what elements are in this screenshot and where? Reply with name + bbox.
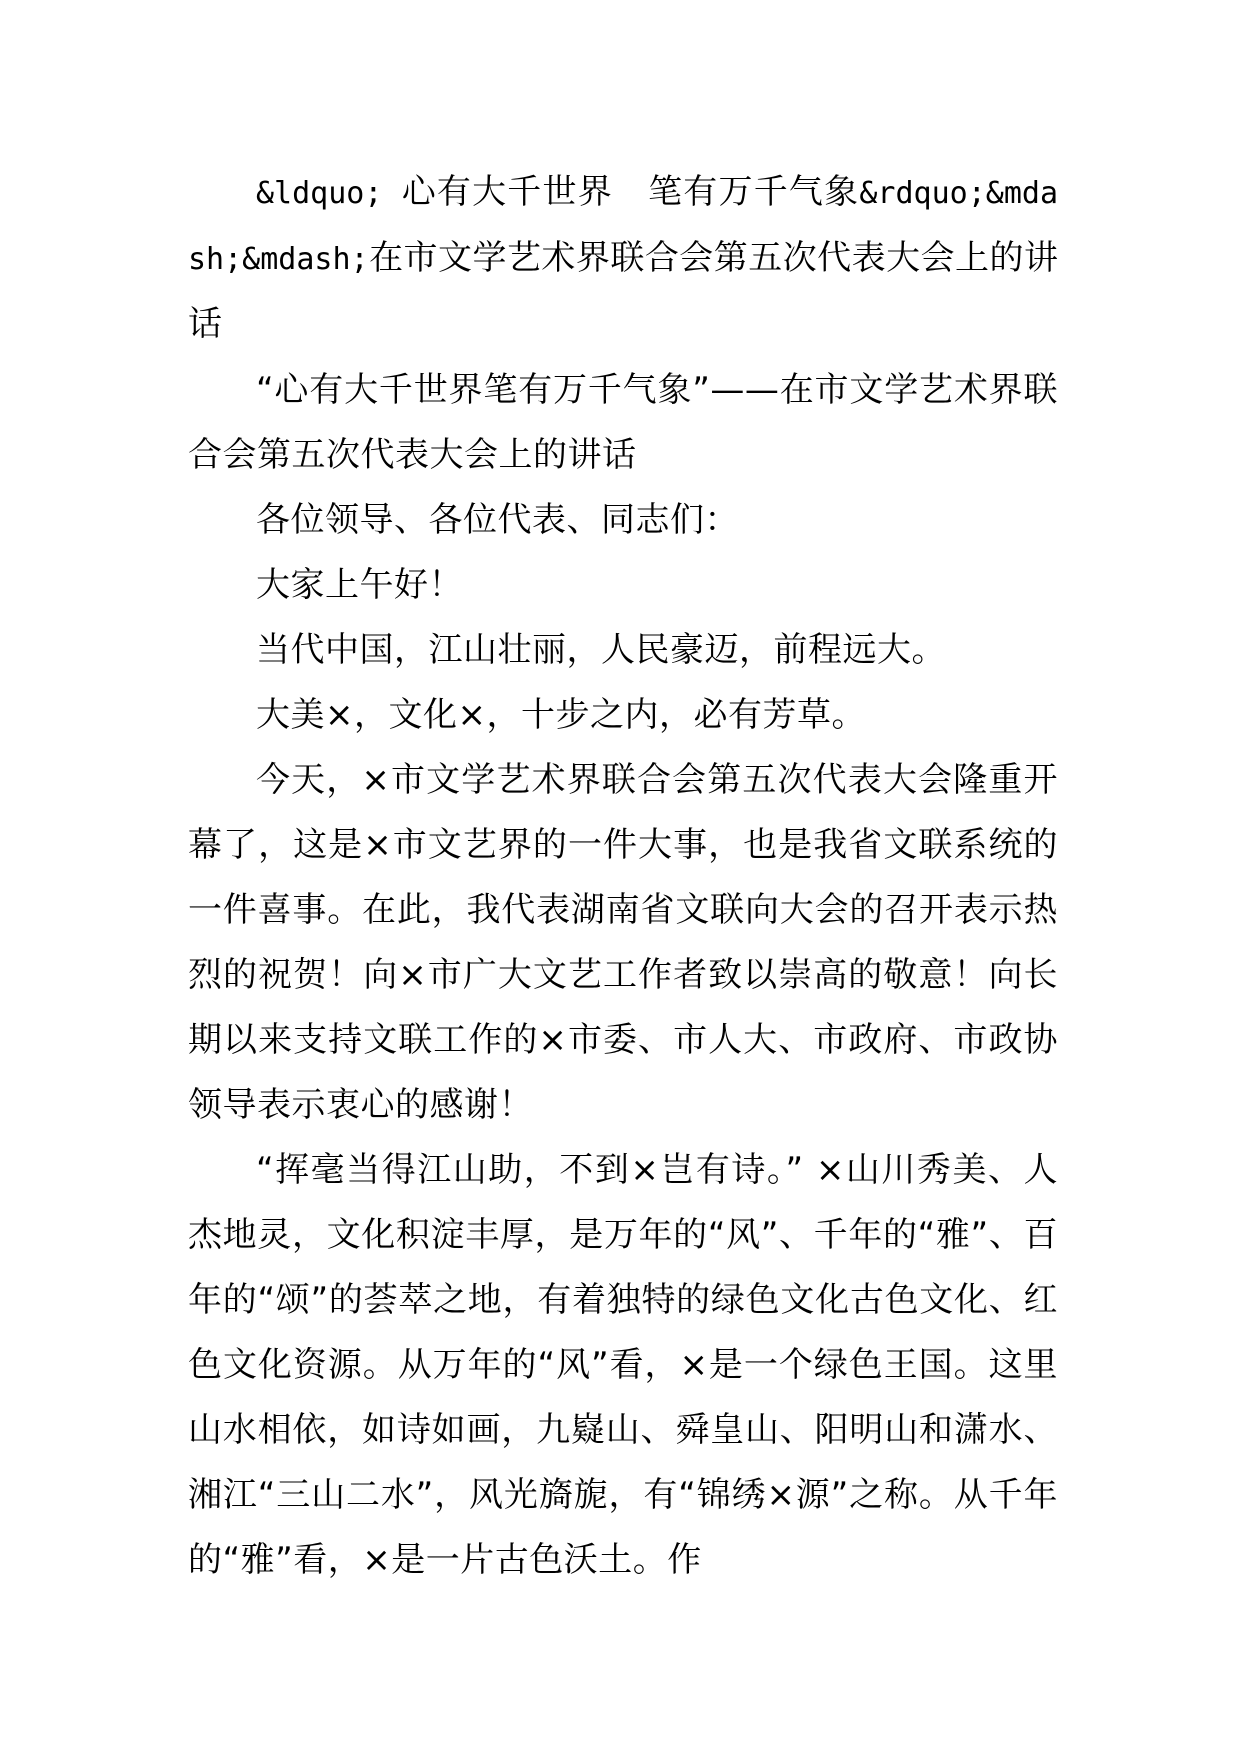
greeting: 大家上午好！ [256, 565, 463, 605]
raw-title-phrase: 心有大千世界 笔有万千气象 [401, 172, 860, 212]
raw-title-paragraph [188, 160, 1058, 358]
raw-title-rest: 在市文学艺术界联合会第五次代表大会上的讲话 [188, 238, 1058, 344]
body-paragraph-4: “挥毫当得江山助，不到×岂有诗。” ×山川秀美、人杰地灵，文化积淀丰厚，是万年的“风”、千年的“雅”、百年的“颂”的荟萃之地，有着独特的绿色文化古色文化、红色文化资源。从万年的“风”看，×是一个绿色王国。这里山水相依，如诗如画，九嶷山、舜皇山、阳明山和潇水、湘江“三山二水”，风光旖旎，有“锦绣×源”之称。从千年的“雅”看，×是一片古色沃土。作 [188, 1150, 1058, 1580]
body-paragraph-2: 大美×，文化×，十步之内，必有芳草。 [256, 695, 866, 735]
body-paragraph-3: 今天，×市文学艺术界联合会第五次代表大会隆重开幕了，这是×市文艺界的一件大事，也是我省文联系统的一件喜事。在此，我代表湖南省文联向大会的召开表示热烈的祝贺！向×市广大文艺工作者致以崇高的敬意！向长期以来支持文联工作的×市委、市人大、市政府、市政协领导表示衷心的感谢！ [188, 760, 1058, 1125]
raw-close-quote-dash-entities: &rdquo;&mdash;&mdash; [188, 176, 1059, 277]
speech-title: “心有大千世界笔有万千气象”——在市文学艺术界联合会第五次代表大会上的讲话 [188, 370, 1058, 475]
document-page [188, 160, 1058, 1593]
raw-open-quote-entity: &ldquo; [256, 176, 383, 211]
body-paragraph-1: 当代中国，江山壮丽，人民豪迈，前程远大。 [256, 630, 946, 670]
salutation: 各位领导、各位代表、同志们： [256, 500, 739, 540]
